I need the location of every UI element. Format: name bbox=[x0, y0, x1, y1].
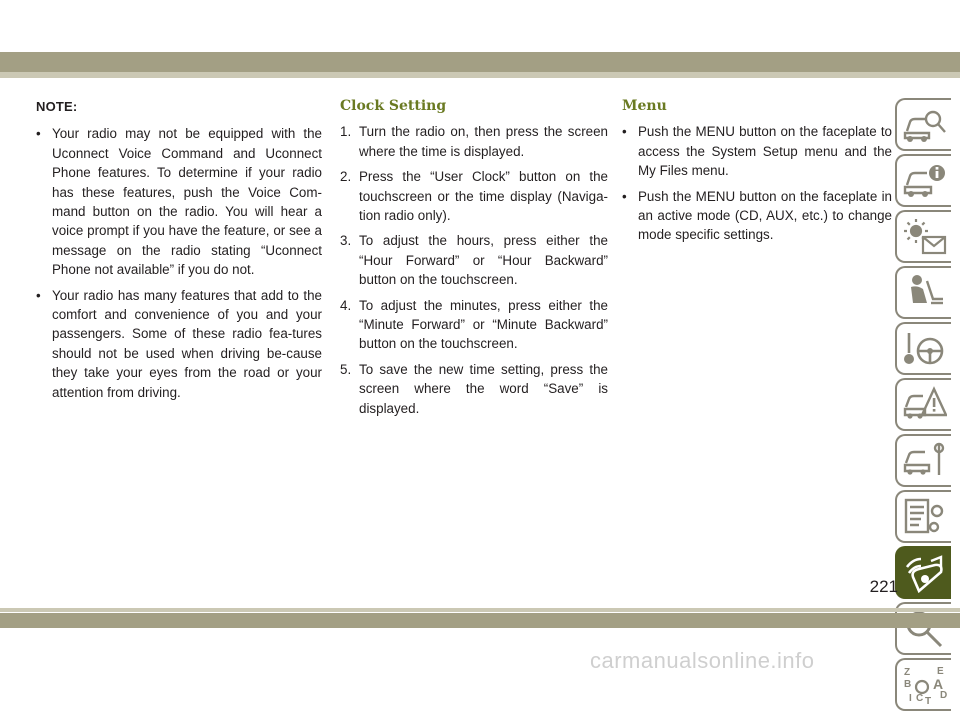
step-text: Turn the radio on, then press the screen where the time is displayed. bbox=[359, 124, 608, 159]
tab-safety[interactable] bbox=[895, 210, 951, 263]
header-band bbox=[0, 52, 960, 72]
note-label: NOTE: bbox=[36, 99, 78, 114]
list-item bbox=[340, 231, 608, 289]
menu-heading: Menu bbox=[622, 98, 667, 114]
car-info-icon bbox=[903, 161, 947, 201]
index-letters-icon bbox=[903, 665, 947, 705]
bullet-mark: • bbox=[36, 287, 41, 303]
list-item-text: Your radio may not be equipped with the Uconnect Voice Command and Uconnect Phone features. To determine if your radio has these features, push the Voice Com-mand button on the radio. You will hear a voice prompt if you have the feature, or see a message on the radio stating “Uconnect Phone not available” if you do not. bbox=[52, 126, 322, 278]
steering-wheel-icon bbox=[903, 329, 947, 369]
footer-band bbox=[0, 613, 960, 628]
step-text: To adjust the minutes, press either the “Minute Forward” or “Minute Backward” button on the touchscreen. bbox=[359, 297, 608, 352]
list-item bbox=[622, 187, 892, 245]
list-item-text: Your radio has many features that add to the comfort and convenience of you and your passengers. Some of these radio fea-tures should not be used when driving be-cause they take your eyes from the road or your attention from driving. bbox=[52, 287, 322, 400]
warning-light-message-icon bbox=[903, 217, 947, 257]
list-item bbox=[36, 124, 322, 279]
page-number: 221 bbox=[869, 577, 898, 596]
list-item bbox=[340, 122, 608, 161]
step-text: To save the new time setting, press the screen where the word “Save” is displayed. bbox=[359, 361, 608, 416]
car-wrench-icon bbox=[903, 441, 947, 481]
index-letter: T bbox=[925, 696, 932, 705]
index-letter: D bbox=[940, 690, 947, 701]
menu-column bbox=[622, 97, 892, 251]
tab-emergencies[interactable] bbox=[895, 378, 951, 431]
tab-servicing-maintenance[interactable] bbox=[895, 434, 951, 487]
seat-occupant-icon bbox=[903, 273, 947, 313]
list-item bbox=[340, 360, 608, 418]
multimedia-icon bbox=[903, 553, 947, 593]
index-letter: Z bbox=[904, 667, 911, 678]
spec-sheet-gear-icon bbox=[903, 497, 947, 537]
bullet-mark: • bbox=[36, 126, 41, 142]
index-letter: E bbox=[937, 666, 944, 677]
tab-technical-specifications[interactable] bbox=[895, 490, 951, 543]
index-letter: C bbox=[916, 693, 924, 704]
tab-starting-operating[interactable] bbox=[895, 266, 951, 319]
list-item-text: Push the MENU button on the faceplate to access the System Setup menu and the My Files menu. bbox=[638, 124, 892, 179]
step-number: 5. bbox=[340, 361, 352, 377]
header-band-stripe bbox=[0, 72, 960, 78]
clock-steps-list bbox=[340, 122, 608, 418]
note-column bbox=[36, 97, 322, 408]
list-item bbox=[340, 296, 608, 354]
clock-setting-heading: Clock Setting bbox=[340, 98, 447, 114]
tab-driving[interactable] bbox=[895, 322, 951, 375]
menu-bullet-list bbox=[622, 122, 892, 244]
index-letter: B bbox=[904, 679, 912, 690]
footer-band-stripe bbox=[0, 608, 960, 612]
car-hazard-icon bbox=[903, 385, 947, 425]
index-letter: A bbox=[933, 676, 944, 692]
note-bullet-list bbox=[36, 124, 322, 402]
watermark: carmanualsonline.info bbox=[590, 648, 815, 673]
index-letter: I bbox=[909, 693, 912, 704]
list-item-text: Push the MENU button on the faceplate in an active mode (CD, AUX, etc.) to change mode specific settings. bbox=[638, 188, 892, 243]
bullet-mark: • bbox=[622, 188, 627, 204]
step-text: To adjust the hours, press either the “Hour Forward” or “Hour Backward” button on the touchscreen. bbox=[359, 233, 608, 288]
tab-multimedia[interactable] bbox=[895, 546, 951, 599]
list-item bbox=[36, 286, 322, 402]
tab-instrument-panel[interactable] bbox=[895, 154, 951, 207]
tab-getting-to-know-vehicle[interactable] bbox=[895, 98, 951, 151]
bullet-mark: • bbox=[622, 124, 627, 140]
list-item bbox=[340, 167, 608, 225]
list-item bbox=[622, 122, 892, 180]
step-number: 4. bbox=[340, 297, 352, 313]
step-text: Press the “User Clock” button on the touchscreen or the time display (Naviga-tion radio only). bbox=[359, 169, 608, 224]
step-number: 2. bbox=[340, 169, 352, 185]
clock-setting-column bbox=[340, 97, 608, 424]
tab-index[interactable] bbox=[895, 658, 951, 711]
car-search-icon bbox=[903, 105, 947, 145]
step-number: 1. bbox=[340, 124, 352, 140]
step-number: 3. bbox=[340, 233, 352, 249]
